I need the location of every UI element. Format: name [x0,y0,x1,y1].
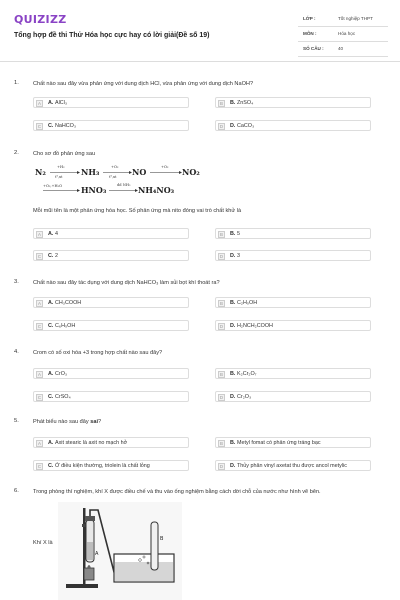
option-text: 5 [237,231,240,237]
option-text: AlCl₃ [55,100,68,106]
species-nh3: NH₃ [81,167,100,177]
option-d[interactable] [215,391,371,402]
option-d[interactable] [215,250,371,261]
option-checkbox[interactable]: C [37,394,42,400]
option-d[interactable] [215,320,371,331]
water [115,562,173,581]
option-text: Cr₂O₃ [237,394,252,400]
option-text: CH₃COOH [55,300,82,306]
condition-h2: +H₂ [57,165,65,169]
option-a[interactable] [33,228,189,239]
option-checkbox[interactable]: D [219,463,224,469]
meta-value: 40 [338,46,344,51]
option-letter: B. [230,231,236,237]
meta-key: MÔN : [303,31,317,36]
meta-table [298,12,388,57]
condition-o2-h2o: +O₂,+H₂O [43,184,63,188]
condition-o2: +O₂ [111,165,119,169]
option-b[interactable] [215,437,371,448]
option-letter: C. [48,394,54,400]
question-number: 4. [14,349,19,355]
option-text: Ở điều kiện thường, triolein là chất lỏng [55,463,150,469]
option-a[interactable] [33,368,189,379]
option-text: NaHCO₃ [55,123,77,129]
option-letter: A. [48,300,54,306]
meta-key: SỐ CÂU : [303,46,324,51]
option-checkbox[interactable]: D [219,123,224,129]
option-checkbox[interactable]: A [36,100,43,107]
reagent-label-a: A [95,551,99,557]
option-letter: B. [230,440,236,446]
option-checkbox[interactable]: C [37,123,42,129]
question-number: 3. [14,279,19,285]
document-title: Tổng hợp đề thi Thử Hóa học cực hay có lời giải(Đề số 19) [14,32,210,39]
question-number: 6. [14,488,19,494]
option-text: Thủy phân vinyl axetat thu được ancol metylic [237,463,347,469]
option-c[interactable] [33,460,189,471]
collecting-tube [151,522,158,570]
option-letter: D. [230,253,236,259]
gas-label-b: B [160,536,164,542]
option-checkbox[interactable]: B [218,300,225,307]
question-number: 1. [14,80,19,86]
option-c[interactable] [33,250,189,261]
option-text: 2 [55,253,58,259]
option-text: CrSO₄ [55,394,71,400]
species-no: NO [132,167,147,177]
option-text: C₆H₅OH [55,323,76,329]
option-checkbox[interactable]: C [37,323,42,329]
condition-txt: t°,xt [109,175,117,179]
option-text: Metyl fomat có phản ứng tráng bạc [237,440,321,446]
species-hno3: HNO₃ [81,185,107,195]
option-checkbox[interactable]: A [36,231,43,238]
option-letter: C. [48,253,54,259]
option-checkbox[interactable]: A [36,440,43,447]
meta-value: Hóa học [338,31,356,36]
option-letter: D. [230,394,236,400]
option-letter: C. [48,323,54,329]
option-text: 4 [55,231,58,237]
option-a[interactable] [33,97,189,108]
option-a[interactable] [33,297,189,308]
option-checkbox[interactable]: B [218,100,225,107]
option-letter: C. [48,123,54,129]
option-checkbox[interactable]: D [219,253,224,259]
stopper [85,516,95,521]
arrowhead-4 [77,189,80,192]
option-checkbox[interactable]: B [218,440,225,447]
option-text: CaCO₃ [237,123,255,129]
option-letter: B. [230,300,236,306]
question-text-pre: Phát biểu nào sau đây [33,419,91,425]
meta-value: Tốt nghiệp THPT [338,16,373,21]
option-letter: C. [48,463,54,469]
option-b[interactable] [215,297,371,308]
option-c[interactable] [33,120,189,131]
option-d[interactable] [215,120,371,131]
question-text: Chất nào sau đây tác dụng với dung dịch NaHCO₃ làm sủi bọt khí thoát ra? [33,280,220,286]
option-text: C₂H₅OH [237,300,258,306]
lab-apparatus-illustration [58,502,182,600]
condition-o2-b: +O₂ [161,165,169,169]
option-text: K₂Cr₂O₇ [237,371,257,377]
species-n2: N₂ [35,167,46,177]
option-letter: A. [48,440,54,446]
option-a[interactable] [33,437,189,448]
arrowhead-1 [77,171,80,174]
question-text: Cho sơ đồ phản ứng sau [33,151,96,157]
option-checkbox[interactable]: B [218,371,225,378]
quizizz-logo: QUIZIZZ [14,13,67,26]
option-checkbox[interactable]: B [218,231,225,238]
option-b[interactable] [215,97,371,108]
meta-row-subject [298,27,388,42]
reaction-mixture [87,542,93,560]
burner [84,568,94,580]
question-text: Crom có số oxi hóa +3 trong hợp chất nào sau đây? [33,350,163,356]
question-number: 2. [14,150,19,156]
condition-txt: t°,xt [55,175,63,179]
option-checkbox[interactable]: C [37,463,42,469]
meta-row-count [298,42,388,57]
meta-key: LỚP : [303,16,316,21]
option-checkbox[interactable]: A [36,371,43,378]
option-b[interactable] [215,368,371,379]
option-checkbox[interactable]: A [36,300,43,307]
question-text-continued: Mỗi mũi tên là một phản ứng hóa học. Số phản ứng mà nito đóng vai trò chất khử là [33,208,242,214]
question-text: Chất nào sau đây vừa phản ứng với dung dịch HCl, vừa phản ứng với dung dịch NaOH? [33,81,254,87]
option-b[interactable] [215,228,371,239]
option-letter: A. [48,100,54,106]
stand-base [66,584,98,588]
option-checkbox[interactable]: C [37,253,42,259]
option-checkbox[interactable]: D [219,394,224,400]
option-text: ZnSO₄ [237,100,254,106]
option-letter: B. [230,371,236,377]
question-number: 5. [14,418,19,424]
option-letter: D. [230,123,236,129]
document-header [0,0,400,62]
condition-nh3: dd NH₃ [117,183,131,187]
option-c[interactable] [33,320,189,331]
option-text: CrO₃ [55,371,68,377]
question-text-continued: Khí X là [33,540,53,546]
species-no2: NO₂ [182,167,200,177]
question-text [33,418,383,426]
option-c[interactable] [33,391,189,402]
option-text: H₂NCH₂COOH [237,323,273,329]
option-letter: A. [48,231,54,237]
question-text: Trong phòng thí nghiệm, khí X được điều chế và thu vào ống nghiệm bằng cách dời chỗ của nước như hình vẽ bên. [33,489,321,495]
option-text: 3 [237,253,240,259]
option-checkbox[interactable]: D [219,323,224,329]
option-letter: A. [48,371,54,377]
question-text-emphasis: sai [90,419,99,425]
question-text-post: ? [98,419,102,425]
option-letter: B. [230,100,236,106]
species-nh4no3: NH₄NO₃ [138,185,175,195]
reaction-scheme [33,163,233,197]
option-d[interactable] [215,460,371,471]
meta-row-class [298,12,388,27]
option-text: Axit stearic là axit no mạch hở [55,440,128,446]
option-letter: D. [230,323,236,329]
option-letter: D. [230,463,236,469]
